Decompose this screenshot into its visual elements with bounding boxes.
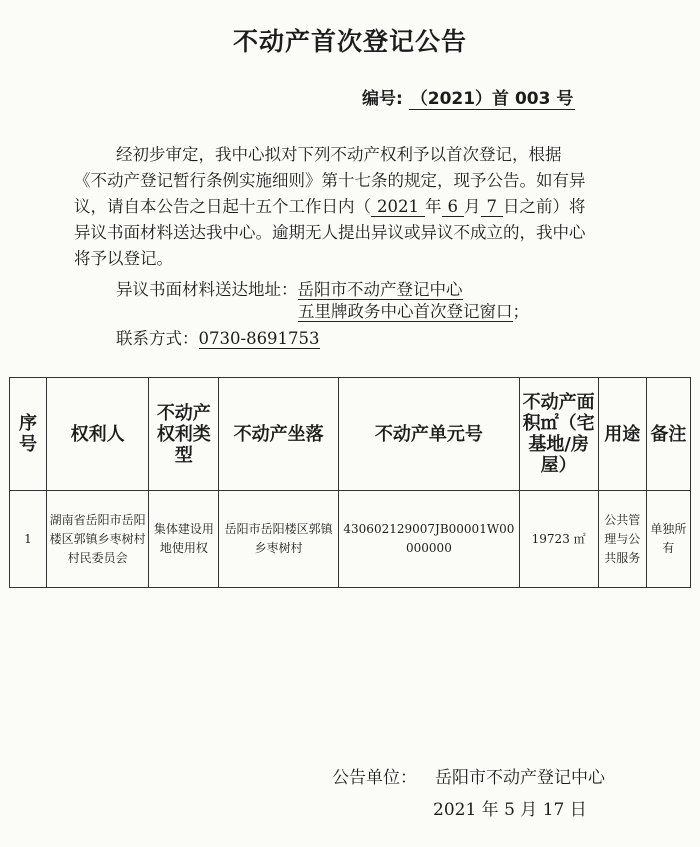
cell-note: 单独所有 <box>646 491 690 588</box>
address-end: ； <box>512 302 529 321</box>
registration-table <box>9 377 691 588</box>
document-number-label: 编号: <box>362 89 403 109</box>
cell-location: 岳阳市岳阳楼区郭镇乡枣树村 <box>219 491 339 588</box>
body-text-start: 经初步审定，我中心拟对下列不动产权利予以首次登记，根据《不动产登记暂行条例实施细则》第十七条的规定，现予公告。如有异议，请自本公告之日起十五个工作日内（ <box>74 145 586 216</box>
table-header-row <box>10 378 691 491</box>
header-right-type: 不动产权利类型 <box>149 378 219 491</box>
cell-owner: 湖南省岳阳市岳阳楼区郭镇乡枣树村村民委员会 <box>46 491 149 588</box>
issuer-line <box>332 763 605 788</box>
header-use: 用途 <box>598 378 646 491</box>
notice-body <box>74 142 594 272</box>
cell-area: 19723 ㎡ <box>519 491 598 588</box>
deadline-month-unit: 月 <box>464 197 481 216</box>
contact-phone: 0730-8691753 <box>198 329 320 348</box>
address-line-2: 五里牌政务中心首次登记窗口 <box>298 302 513 321</box>
header-area: 不动产面积㎡（宅基地/房屋） <box>519 378 598 491</box>
document-number <box>362 84 575 109</box>
cell-unit-no: 430602129007JB00001W00000000 <box>339 491 520 588</box>
header-owner: 权利人 <box>46 378 149 491</box>
objection-address <box>116 276 463 300</box>
document-number-value: （2021）首 003 号 <box>410 89 574 109</box>
header-unit-no: 不动产单元号 <box>339 378 520 491</box>
address-label: 异议书面材料送达地址： <box>116 280 298 299</box>
contact-label: 联系方式： <box>116 329 199 348</box>
cell-seq: 1 <box>10 491 47 588</box>
header-note: 备注 <box>646 378 690 491</box>
table-row <box>10 491 691 588</box>
notice-title: 不动产首次登记公告 <box>232 27 467 56</box>
cell-right-type: 集体建设用地使用权 <box>149 491 219 588</box>
header-seq: 序号 <box>10 378 47 491</box>
contact-info <box>116 325 320 349</box>
issue-date: 2021 年 5 月 17 日 <box>433 800 587 820</box>
deadline-day: 7 <box>481 197 504 217</box>
cell-use: 公共管理与公共服务 <box>598 491 646 588</box>
header-location: 不动产坐落 <box>219 378 339 491</box>
issuer-name: 岳阳市不动产登记中心 <box>435 768 605 788</box>
deadline-year: 2021 <box>371 197 425 217</box>
body-text-end: 日之前）将异议书面材料送达我中心。逾期无人提出异议或异议不成立的，我中心将予以登记。 <box>74 197 586 268</box>
deadline-month: 6 <box>442 197 465 217</box>
address-line-1: 岳阳市不动产登记中心 <box>297 280 463 299</box>
deadline-year-unit: 年 <box>425 197 442 216</box>
objection-address-2 <box>298 298 529 322</box>
issuer-label: 公告单位： <box>332 768 417 788</box>
